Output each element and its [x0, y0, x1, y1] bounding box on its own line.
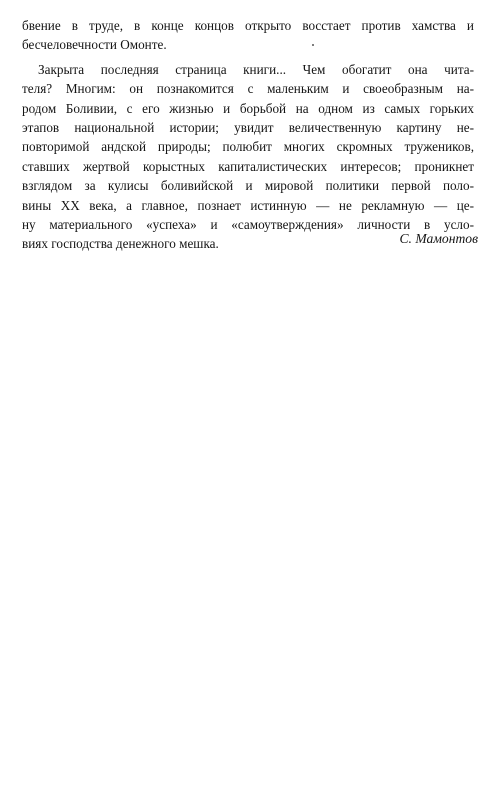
text-line: виях господства денежного мешка.: [22, 236, 219, 252]
text-line: Закрыта последняя страница книги... Чем обогатит она чита-: [38, 61, 474, 77]
text-line: вины XX века, а главное, познает истинную — не рекламную — це-: [22, 197, 474, 213]
text-line: ставших жертвой корыстных капиталистических интересов; проникнет: [22, 158, 474, 174]
text-line: бесчеловечности Омонте.: [22, 37, 167, 53]
paragraph-2: [22, 60, 474, 254]
text-line: ну материального «успеха» и «самоутверждения» личности в усло-: [22, 216, 474, 232]
text-line: теля? Многим: он познакомится с маленьким и своеобразным на-: [22, 81, 474, 97]
print-speck: [312, 44, 314, 46]
author-signature: С. Мамонтов: [399, 231, 478, 246]
text-line: родом Боливии, с его жизнью и борьбой на одном из самых горьких: [22, 100, 474, 116]
paragraph-1: [22, 16, 474, 55]
text-line: этапов национальной истории; увидит величественную картину не-: [22, 119, 474, 135]
text-line: взглядом за кулисы боливийской и мировой политики первой поло-: [22, 178, 474, 194]
text-line: повторимой андской природы; полюбит многих скромных тружеников,: [22, 139, 474, 155]
text-line: бвение в труде, в конце концов открыто восстает против хамства и: [22, 18, 474, 33]
document-page: [22, 16, 474, 254]
